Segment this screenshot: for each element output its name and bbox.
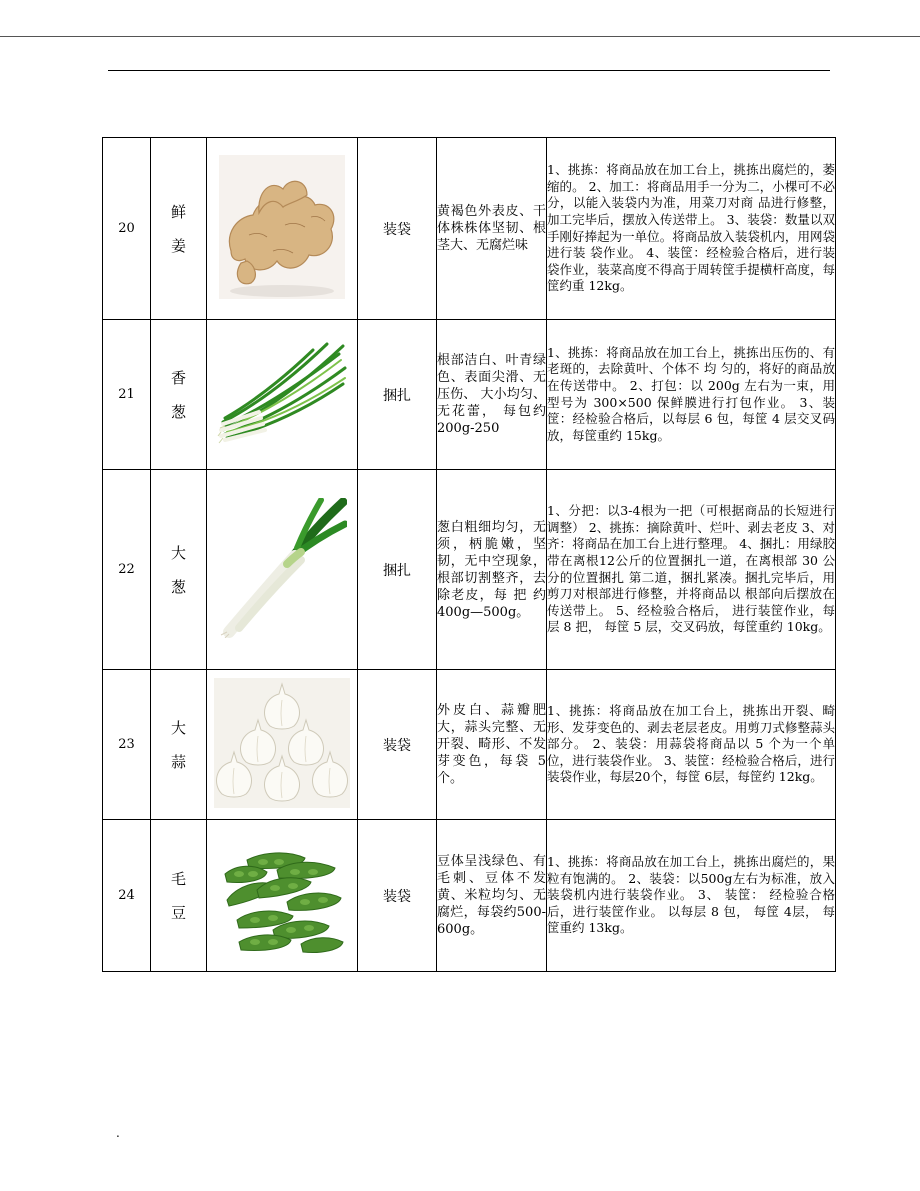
product-image-cell [207,470,358,670]
product-name: 大 蒜 [151,670,207,820]
packaging-method: 捆扎 [358,470,437,670]
product-name: 大 葱 [151,470,207,670]
row-number: 20 [103,138,151,320]
row-number: 21 [103,320,151,470]
product-image-cell [207,670,358,820]
header-rule [108,70,830,71]
processing-steps: 1、分把：以3-4根为一把（可根据商品的长短进行调整） 2、挑拣：摘除黄叶、烂叶、剥去老皮 3、对齐：将商品在加工台上进行整理。 4、捆扎：用绿胶带在离根12公斤的位置捆扎一道，在离根部 30 公分的位置捆扎 第二道，捆扎紧凑。捆扎完毕后，用剪刀对根部进行修整，并将商品以 根部向后摆放在传送带上。 5、经检验合格后， 进行装筐作业，每层 8 把， 每筐 5 层，交叉码放，每筐重约 10kg。 [547,470,836,670]
quality-standard: 葱白粗细均匀，无须，柄脆嫩，坚韧，无中空现象，根部切割整齐，去除老皮，每 把 约400g—500g。 [437,470,547,670]
product-image-cell [207,138,358,320]
table-row [103,470,836,670]
quality-standard: 根部洁白、叶青绿色、表面尖滑、无压伤、 大小均匀、 无花蕾， 每包约 200g-250 [437,320,547,470]
row-number: 22 [103,470,151,670]
product-image-cell [207,320,358,470]
footer-mark: . [116,1126,120,1140]
garlic-icon [214,678,350,808]
table-row [103,670,836,820]
table-row [103,320,836,470]
processing-steps: 1、挑拣：将商品放在加工台上，挑拣出腐烂的，果粒有饱满的。 2、装袋：以500g左右为标准，放入装袋机内进行装袋作业。 3、 装筐： 经检验合格后，进行装筐作业。 以每层 8 包， 每筐 4层， 每筐重约 13kg。 [547,820,836,972]
processing-steps: 1、挑拣：将商品放在加工台上，挑拣出压伤的、有老斑的，去除黄叶、个体不 均 匀的，将好的商品放在传送带中。 2、打包：以 200g 左右为一束，用型号为 300×500 保鲜膜进行打包作业。 3、装筐：经检验合格后，以每层 6 包，每筐 4 层交叉码放，每筐重约 15kg。 [547,320,836,470]
row-number: 24 [103,820,151,972]
packaging-method: 装袋 [358,670,437,820]
table-row [103,820,836,972]
packaging-method: 捆扎 [358,320,437,470]
processing-steps: 1、挑拣：将商品放在加工台上，挑拣出开裂、畸形、发芽变色的、剥去老层老皮。用剪刀式修整蒜头部分。 2、装袋：用蒜袋将商品以 5 个为一个单位，进行装袋作业。 3、装筐：经检验合格后，进行装袋作业，每层20个，每筐 6层，每筐约 12kg。 [547,670,836,820]
processing-steps: 1、挑拣：将商品放在加工台上，挑拣出腐烂的，萎缩的。 2、加工：将商品用手一分为二，小棵可不必分，以能入装袋内为准，用菜刀对商 品进行修整，加工完毕后，摆放入传送带上。 3、装袋：数量以双手刚好捧起为一单位。将商品放入装袋机内，用网袋进行装 袋作业。 4、装筐：经检验合格后，进行装袋作业，装菜高度不得高于周转筐手提横杆高度，每筐约重 12kg。 [547,138,836,320]
product-name: 香 葱 [151,320,207,470]
quality-standard: 黄褐色外表皮、干体株株体坚韧、根茎大、无腐烂味 [437,138,547,320]
edamame-icon [217,830,347,958]
quality-standard: 豆体呈浅绿色、有毛刺、豆体不发黄、米粒均匀、无腐烂，每袋约500-600g。 [437,820,547,972]
top-border-line [0,36,920,37]
produce-processing-table [102,137,836,972]
product-name: 毛 豆 [151,820,207,972]
table-row [103,138,836,320]
leek-icon [217,498,347,638]
packaging-method: 装袋 [358,138,437,320]
product-image-cell [207,820,358,972]
packaging-method: 装袋 [358,820,437,972]
product-name: 鲜 姜 [151,138,207,320]
row-number: 23 [103,670,151,820]
ginger-icon [219,155,345,299]
quality-standard: 外皮白、蒜瓣肥大，蒜头完整、无开裂、畸形、不发芽变色，每袋 5 个。 [437,670,547,820]
scallion-icon [217,338,347,448]
